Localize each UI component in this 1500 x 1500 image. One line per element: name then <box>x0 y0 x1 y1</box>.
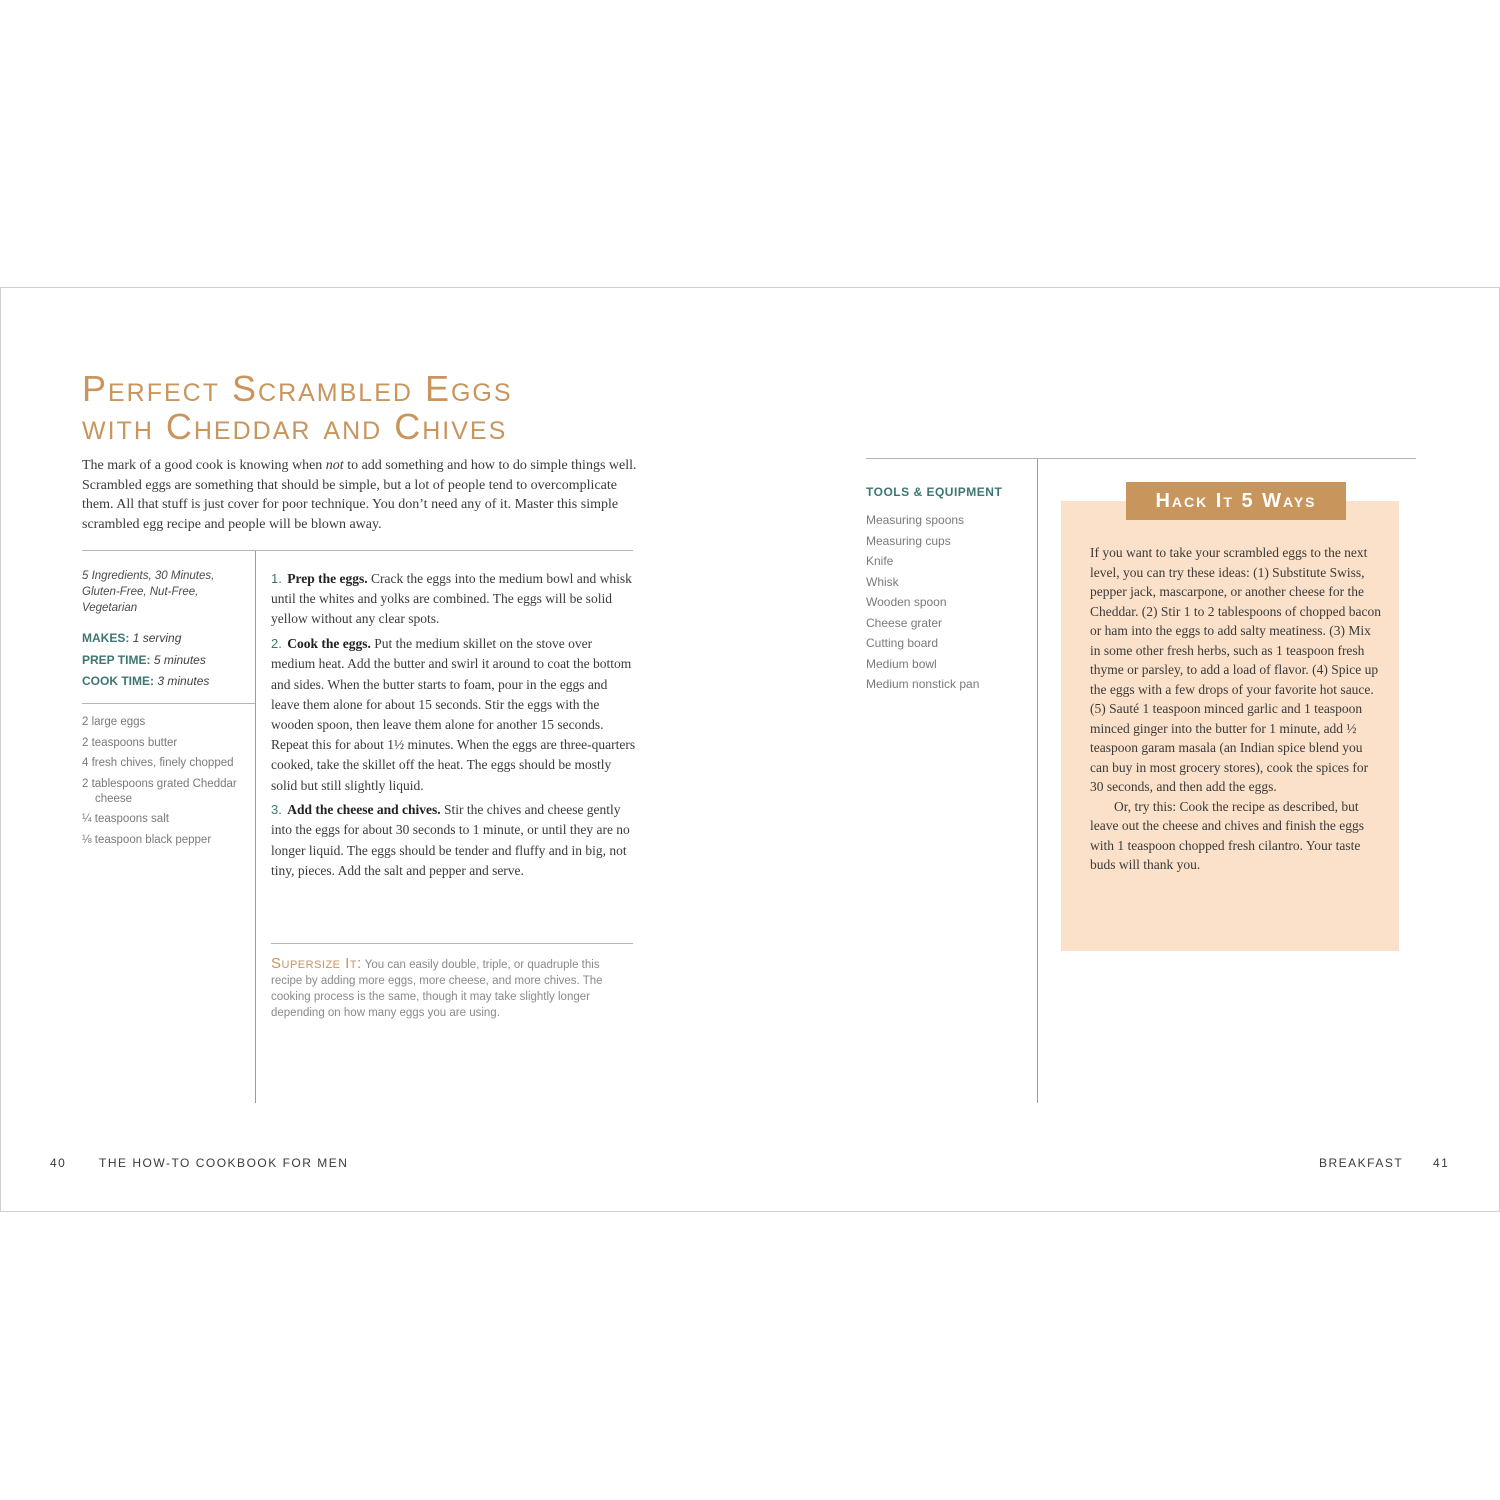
page-number-left: 40 <box>50 1156 67 1170</box>
intro-emphasis: not <box>325 458 344 473</box>
ingredient-item: 4 fresh chives, finely chopped <box>82 757 234 769</box>
hack-paragraph: Or, try this: Cook the recipe as described, but leave out the cheese and chives and finish the eggs with 1 teaspoon chopped fresh cilantro. Your taste buds will thank you. <box>1090 798 1365 872</box>
tool-item: Measuring cups <box>866 533 951 548</box>
tool-item: Cheese grater <box>866 615 943 630</box>
tool-item: Medium bowl <box>866 656 937 671</box>
column-divider-left <box>255 551 256 1103</box>
prep-time-row: PREP TIME: 5 minutes <box>82 652 206 667</box>
hack-text <box>1090 543 1382 875</box>
tool-item: Medium nonstick pan <box>866 677 980 691</box>
column-divider-right <box>1037 459 1038 1103</box>
step-item: 2. Cook the eggs. Put the medium skillet on the stove over medium heat. Add the butter and swirl it around to coat the bottom and sides. When the butter starts to foam, pour in the eggs and leave them alone for about 15 seconds. Stir the eggs with the wooden spoon, then leave them alone for another 15 seconds. Repeat this for about 1½ minutes. When the eggs are three-quarters cooked, take the skillet off the heat. The eggs should be mostly solid but still slightly liquid. <box>271 636 636 793</box>
ingredient-list <box>82 715 254 853</box>
recipe-title <box>82 370 642 446</box>
title-line-2: with Cheddar and Chives <box>82 406 508 447</box>
tool-item: Knife <box>866 554 894 568</box>
recipe-intro: The mark of a good cook is knowing when not to add something and how to do simple things well. Scrambled eggs are something that should be simple, but a lot of people tend to overcomplicate them. All that stuff is just cover for poor technique. You don’t need any of it. Master this simple scrambled egg recipe and people will be blown away. <box>82 458 637 532</box>
tool-item: Whisk <box>866 574 899 589</box>
cook-time-row: COOK TIME: 3 minutes <box>82 674 210 688</box>
ingredient-item: ⅛ teaspoon black pepper <box>82 833 212 846</box>
tool-item: Cutting board <box>866 636 939 650</box>
step-list <box>271 569 636 886</box>
ingredient-item: 2 large eggs <box>82 716 146 728</box>
book-title: THE HOW-TO COOKBOOK FOR MEN <box>99 1156 349 1170</box>
step-item: 3. Add the cheese and chives. Stir the chives and cheese gently into the eggs for about 30 seconds to 1 minute, or until they are no longer liquid. The eggs should be tender and fluffy and in big, not tiny, pieces. Add the salt and pepper and serve. <box>271 802 630 878</box>
page-number-right: 41 <box>1433 1156 1450 1170</box>
recipe-meta <box>82 628 252 693</box>
divider-supersize <box>271 943 633 944</box>
recipe-tags: 5 Ingredients, 30 Minutes, Gluten-Free, Nut-Free, Vegetarian <box>82 570 215 614</box>
tools-heading: TOOLS & EQUIPMENT <box>866 485 1003 499</box>
ingredient-item: ¼ teaspoons salt <box>82 813 169 825</box>
ingredient-item: 2 teaspoons butter <box>82 736 178 749</box>
tool-item: Wooden spoon <box>866 595 947 609</box>
makes-row: MAKES: 1 serving <box>82 631 182 645</box>
section-name: BREAKFAST <box>1319 1156 1404 1170</box>
divider-top-left <box>82 550 633 551</box>
ingredient-item: 2 tablespoons grated Cheddar cheese <box>82 777 237 805</box>
divider-ingredients <box>82 703 255 704</box>
hack-paragraph: If you want to take your scrambled eggs to the next level, you can try these ideas: (1) Substitute Swiss, pepper jack, mascarpone, or another cheese for the Cheddar. (2) Stir 1 to 2 tablespoons of chopped bacon or ham into the eggs to add salty meatiness. (3) Mix in some other fresh herbs, such as 1 teaspoon fresh thyme or parsley, to add a load of flavor. (4) Spice up the eggs with a few drops of your favorite hot sauce. (5) Sauté 1 teaspoon minced garlic and 1 teaspoon minced ginger into the butter for 1 minute, add ½ teaspoon garam masala (an Indian spice blend you can buy in most grocery stores), cook the spices for 30 seconds, and then add the eggs. <box>1090 545 1381 794</box>
hack-heading: Hack It 5 Ways <box>1126 482 1346 520</box>
tools-list <box>866 510 1031 695</box>
supersize-label: Supersize It: <box>271 955 362 972</box>
supersize-tip: Supersize It: You can easily double, triple, or quadruple this recipe by adding more eggs, more cheese, and more chives. The cooking process is the same, though it may take slightly longer depending on how many eggs you are using. <box>271 955 603 1019</box>
divider-top-right <box>866 458 1416 459</box>
step-item: 1. Prep the eggs. Crack the eggs into the medium bowl and whisk until the whites and yolks are combined. The eggs will be solid yellow without any clear spots. <box>271 571 632 627</box>
title-line-1: Perfect Scrambled Eggs <box>82 368 513 409</box>
tool-item: Measuring spoons <box>866 513 965 527</box>
